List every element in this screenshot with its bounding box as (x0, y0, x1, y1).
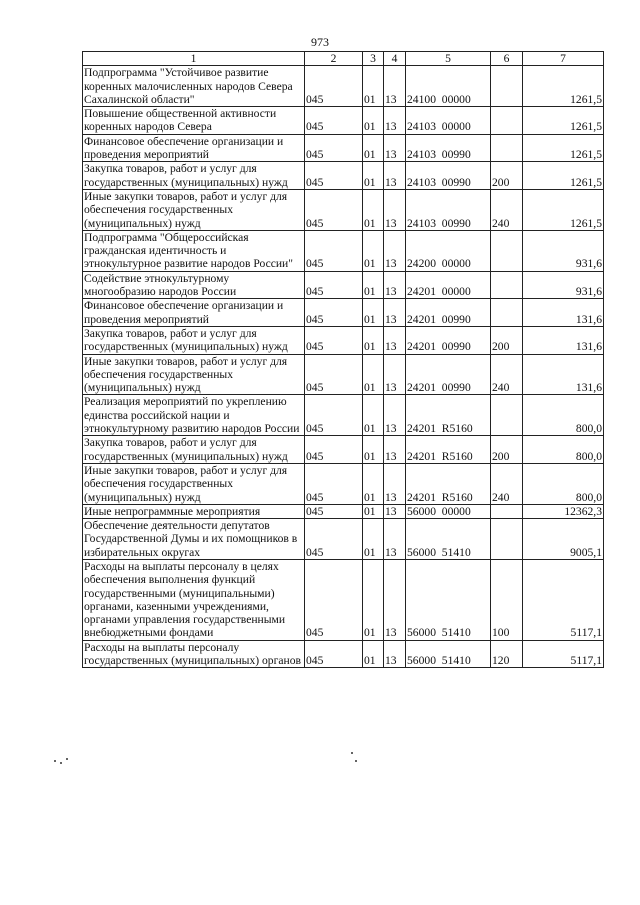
table-row (83, 436, 604, 464)
row-amount: 1261,5 (523, 189, 604, 230)
row-amount: 931,6 (523, 271, 604, 299)
row-admin-code: 045 (305, 189, 363, 230)
row-subsection: 13 (384, 271, 406, 299)
row-section: 01 (363, 134, 384, 162)
table-row (83, 463, 604, 504)
row-amount: 131,6 (523, 326, 604, 354)
row-target-code: 24103 00990 (406, 134, 491, 162)
row-section: 01 (363, 107, 384, 135)
row-target-code: 24100 00000 (406, 66, 491, 107)
row-expense-type: 120 (491, 640, 523, 668)
row-section: 01 (363, 519, 384, 560)
table-row (83, 271, 604, 299)
row-name: Содействие этнокультурному многообразию народов России (83, 271, 305, 299)
row-admin-code: 045 (305, 395, 363, 436)
row-expense-type (491, 519, 523, 560)
row-name: Иные закупки товаров, работ и услуг для обеспечения государственных (муниципальных) нужд (83, 354, 305, 395)
row-expense-type (491, 134, 523, 162)
row-subsection: 13 (384, 66, 406, 107)
row-admin-code: 045 (305, 326, 363, 354)
column-header: 6 (491, 52, 523, 66)
column-header: 5 (406, 52, 491, 66)
row-expense-type: 240 (491, 463, 523, 504)
table-row (83, 66, 604, 107)
row-subsection: 13 (384, 354, 406, 395)
row-amount: 931,6 (523, 230, 604, 271)
row-name: Закупка товаров, работ и услуг для государственных (муниципальных) нужд (83, 162, 305, 190)
row-expense-type (491, 66, 523, 107)
column-header: 7 (523, 52, 604, 66)
row-amount: 800,0 (523, 436, 604, 464)
row-section: 01 (363, 66, 384, 107)
row-target-code: 24201 R5160 (406, 463, 491, 504)
row-admin-code: 045 (305, 640, 363, 668)
page-number: 973 (311, 35, 329, 49)
row-amount: 1261,5 (523, 134, 604, 162)
row-name: Иные закупки товаров, работ и услуг для обеспечения государственных (муниципальных) нужд (83, 189, 305, 230)
row-name: Иные непрограммные мероприятия (83, 504, 305, 518)
row-name: Финансовое обеспечение организации и проведения мероприятий (83, 134, 305, 162)
row-name: Закупка товаров, работ и услуг для государственных (муниципальных) нужд (83, 326, 305, 354)
row-admin-code: 045 (305, 463, 363, 504)
row-subsection: 13 (384, 395, 406, 436)
row-subsection: 13 (384, 559, 406, 640)
row-expense-type (491, 230, 523, 271)
row-name: Расходы на выплаты персоналу в целях обеспечения выполнения функций государственными (муниципальными) органами, казенными учреждениями, органами управления государственными внебюджетными фондами (83, 559, 305, 640)
row-target-code: 24201 00990 (406, 354, 491, 395)
row-admin-code: 045 (305, 299, 363, 327)
row-expense-type: 240 (491, 189, 523, 230)
row-expense-type: 200 (491, 436, 523, 464)
row-amount: 9005,1 (523, 519, 604, 560)
row-amount: 131,6 (523, 299, 604, 327)
row-subsection: 13 (384, 436, 406, 464)
row-subsection: 13 (384, 189, 406, 230)
row-section: 01 (363, 395, 384, 436)
table-row (83, 354, 604, 395)
row-subsection: 13 (384, 134, 406, 162)
table-row (83, 395, 604, 436)
row-target-code: 56000 51410 (406, 640, 491, 668)
row-target-code: 56000 51410 (406, 519, 491, 560)
row-section: 01 (363, 162, 384, 190)
row-name: Закупка товаров, работ и услуг для государственных (муниципальных) нужд (83, 436, 305, 464)
row-admin-code: 045 (305, 519, 363, 560)
row-section: 01 (363, 189, 384, 230)
row-expense-type: 200 (491, 326, 523, 354)
row-admin-code: 045 (305, 559, 363, 640)
row-target-code: 24103 00990 (406, 162, 491, 190)
row-expense-type (491, 504, 523, 518)
row-name: Подпрограмма "Устойчивое развитие коренных малочисленных народов Севера Сахалинской области" (83, 66, 305, 107)
row-section: 01 (363, 354, 384, 395)
budget-table (82, 51, 604, 668)
column-header: 3 (363, 52, 384, 66)
row-admin-code: 045 (305, 134, 363, 162)
row-subsection: 13 (384, 504, 406, 518)
row-subsection: 13 (384, 640, 406, 668)
row-target-code: 24201 R5160 (406, 436, 491, 464)
row-amount: 1261,5 (523, 107, 604, 135)
table-body (83, 66, 604, 668)
row-expense-type (491, 271, 523, 299)
table-row (83, 107, 604, 135)
row-section: 01 (363, 271, 384, 299)
column-number-row (83, 52, 604, 66)
row-section: 01 (363, 559, 384, 640)
row-amount: 131,6 (523, 354, 604, 395)
row-expense-type (491, 299, 523, 327)
table-row (83, 299, 604, 327)
row-target-code: 56000 00000 (406, 504, 491, 518)
row-admin-code: 045 (305, 436, 363, 464)
row-target-code: 24200 00000 (406, 230, 491, 271)
row-amount: 1261,5 (523, 66, 604, 107)
row-subsection: 13 (384, 326, 406, 354)
row-section: 01 (363, 463, 384, 504)
row-admin-code: 045 (305, 354, 363, 395)
row-name: Финансовое обеспечение организации и проведения мероприятий (83, 299, 305, 327)
table-row (83, 189, 604, 230)
scan-speck (66, 758, 68, 760)
row-amount: 12362,3 (523, 504, 604, 518)
row-admin-code: 045 (305, 162, 363, 190)
table-row (83, 559, 604, 640)
row-admin-code: 045 (305, 230, 363, 271)
row-amount: 5117,1 (523, 640, 604, 668)
row-name: Обеспечение деятельности депутатов Государственной Думы и их помощников в избирательных округах (83, 519, 305, 560)
row-subsection: 13 (384, 107, 406, 135)
row-admin-code: 045 (305, 504, 363, 518)
row-target-code: 24103 00990 (406, 189, 491, 230)
row-subsection: 13 (384, 519, 406, 560)
row-amount: 1261,5 (523, 162, 604, 190)
row-section: 01 (363, 504, 384, 518)
row-section: 01 (363, 640, 384, 668)
row-section: 01 (363, 299, 384, 327)
row-target-code: 24103 00000 (406, 107, 491, 135)
row-name: Иные закупки товаров, работ и услуг для обеспечения государственных (муниципальных) нужд (83, 463, 305, 504)
row-target-code: 24201 00990 (406, 326, 491, 354)
table-row (83, 134, 604, 162)
row-section: 01 (363, 230, 384, 271)
row-expense-type: 240 (491, 354, 523, 395)
row-admin-code: 045 (305, 271, 363, 299)
row-name: Реализация мероприятий по укреплению единства российской нации и этнокультурному развитию народов России (83, 395, 305, 436)
row-name: Подпрограмма "Общероссийская гражданская идентичность и этнокультурное развитие народов России" (83, 230, 305, 271)
scan-speck (351, 752, 353, 754)
row-name: Повышение общественной активности коренных народов Севера (83, 107, 305, 135)
column-header: 4 (384, 52, 406, 66)
table-row (83, 519, 604, 560)
row-admin-code: 045 (305, 66, 363, 107)
row-expense-type (491, 395, 523, 436)
row-amount: 5117,1 (523, 559, 604, 640)
column-header: 1 (83, 52, 305, 66)
row-name: Расходы на выплаты персоналу государственных (муниципальных) органов (83, 640, 305, 668)
row-subsection: 13 (384, 299, 406, 327)
row-expense-type (491, 107, 523, 135)
row-admin-code: 045 (305, 107, 363, 135)
row-expense-type: 100 (491, 559, 523, 640)
table-row (83, 326, 604, 354)
row-subsection: 13 (384, 162, 406, 190)
row-subsection: 13 (384, 230, 406, 271)
row-target-code: 56000 51410 (406, 559, 491, 640)
table-row (83, 162, 604, 190)
table-row (83, 504, 604, 518)
row-amount: 800,0 (523, 463, 604, 504)
row-target-code: 24201 R5160 (406, 395, 491, 436)
row-section: 01 (363, 436, 384, 464)
column-header: 2 (305, 52, 363, 66)
row-section: 01 (363, 326, 384, 354)
row-target-code: 24201 00990 (406, 299, 491, 327)
scan-speck (60, 762, 62, 764)
table-row (83, 230, 604, 271)
scan-speck (355, 760, 357, 762)
row-expense-type: 200 (491, 162, 523, 190)
table-row (83, 640, 604, 668)
row-target-code: 24201 00000 (406, 271, 491, 299)
scan-speck (54, 760, 56, 762)
row-subsection: 13 (384, 463, 406, 504)
row-amount: 800,0 (523, 395, 604, 436)
